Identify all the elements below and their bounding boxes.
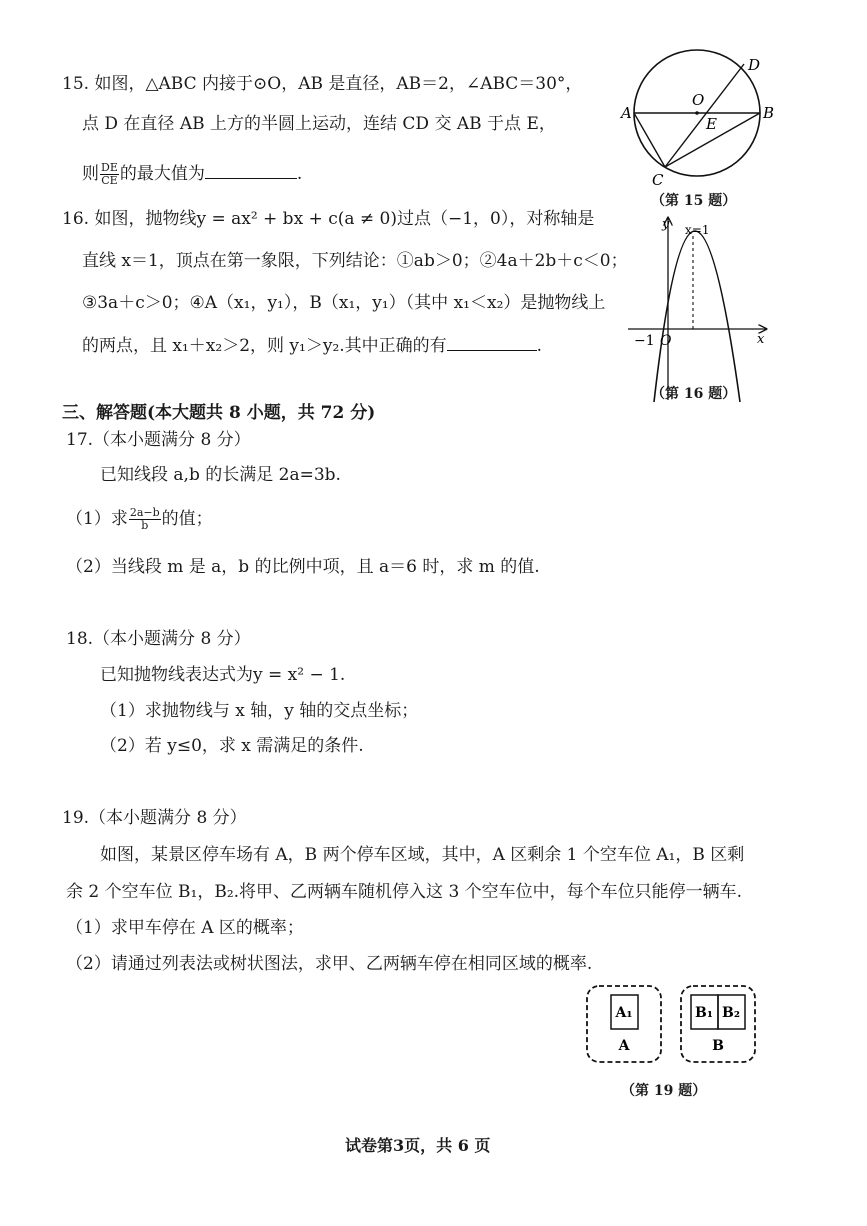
- q15-line-3: [82, 160, 302, 187]
- section-3-title: 三、解答题(本大题共 8 小题，共 72 分): [62, 403, 376, 423]
- q15-caption: （第 15 题）: [651, 193, 737, 209]
- q16-line-3: ③3a＋c＞0；④A（x₁，y₁），B（x₁，y₁）（其中 x₁＜x₂）是抛物线上: [82, 293, 606, 313]
- q18-header: 18.（本小题满分 8 分）: [66, 629, 251, 649]
- q17-fraction: [129, 507, 161, 532]
- q18-part-1: （1）求抛物线与 x 轴，y 轴的交点坐标；: [100, 701, 419, 721]
- q16-label-y: y: [662, 217, 670, 232]
- q15-label-d: D: [748, 56, 761, 74]
- q15-ratio-prefix: 则: [82, 164, 99, 184]
- q15-period: .: [296, 164, 303, 184]
- q15-label-b: B: [763, 104, 775, 122]
- q19-stem-2: 余 2 个空车位 B₁，B₂.将甲、乙两辆车随机停入这 3 个空车位中，每个车位只能停一辆车.: [66, 882, 743, 902]
- q15-circle-figure: [612, 45, 782, 195]
- q17-part-1-suffix: 的值；: [161, 509, 213, 529]
- q15-label-c: C: [652, 171, 664, 189]
- q15-line-2: 点 D 在直径 AB 上方的半圆上运动，连结 CD 交 AB 于点 E，: [82, 114, 556, 134]
- q17-part-2: （2）当线段 m 是 a，b 的比例中项，且 a＝6 时，求 m 的值.: [66, 557, 540, 577]
- q16-label-origin: O: [660, 333, 672, 349]
- q17-fraction-denominator: b: [141, 519, 149, 532]
- q19-slot-a1-label: A₁: [615, 1005, 633, 1021]
- q17-stem: 已知线段 a,b 的长满足 2a=3b.: [100, 465, 341, 485]
- q15-label-a: A: [621, 104, 632, 122]
- q16-answer-blank[interactable]: [447, 332, 537, 351]
- q19-zone-b-label: B: [712, 1038, 724, 1054]
- q15-label-e: E: [706, 115, 717, 133]
- q19-parking-figure: [584, 983, 760, 1065]
- q15-ratio-numerator: DE: [101, 161, 118, 174]
- q15-segment-ac: [634, 113, 665, 167]
- q16-line-4: [82, 332, 542, 358]
- q19-caption: （第 19 题）: [621, 1083, 707, 1099]
- q16-line-4-text: 的两点，且 x₁＋x₂＞2，则 y₁＞y₂.其中正确的有: [82, 336, 447, 356]
- q15-ratio-suffix: 的最大值为: [119, 164, 205, 184]
- q19-part-1: （1）求甲车停在 A 区的概率；: [66, 918, 304, 938]
- q16-parabola-curve: [654, 231, 740, 402]
- q19-slot-b1-label: B₁: [695, 1005, 713, 1021]
- page-footer: 试卷第3页，共 6 页: [345, 1136, 491, 1155]
- q15-label-o: O: [692, 91, 705, 109]
- q19-stem-1: 如图，某景区停车场有 A，B 两个停车区域，其中，A 区剩余 1 个空车位 A₁，B 区剩: [100, 845, 745, 865]
- q17-part-1-prefix: （1）求: [66, 509, 128, 529]
- q16-label-neg1: −1: [634, 333, 655, 349]
- q18-part-2: （2）若 y≤0，求 x 需满足的条件.: [100, 736, 364, 756]
- q19-header: 19.（本小题满分 8 分）: [62, 808, 247, 828]
- q19-zone-a-label: A: [618, 1038, 630, 1054]
- q17-fraction-numerator: 2a−b: [129, 506, 160, 519]
- q16-line-2: 直线 x＝1，顶点在第一象限，下列结论：①ab＞0；②4a＋2b＋c＜0；: [82, 251, 628, 271]
- q15-center-point: [695, 111, 699, 115]
- q18-stem: 已知抛物线表达式为y = x² − 1.: [100, 665, 346, 685]
- q19-part-2: （2）请通过列表法或树状图法，求甲、乙两辆车停在相同区域的概率.: [66, 954, 593, 974]
- q19-slot-b2-label: B₂: [722, 1005, 740, 1021]
- q15-answer-blank[interactable]: [205, 160, 297, 179]
- q15-segment-cd: [665, 64, 744, 167]
- q15-line-1: 15. 如图，△ABC 内接于⊙O，AB 是直径，AB＝2，∠ABC＝30°，: [62, 74, 583, 94]
- q15-ratio-denominator: CE: [101, 174, 118, 187]
- q16-label-x: x: [757, 332, 765, 347]
- q16-parabola-figure: [624, 210, 774, 405]
- q16-label-axis: x=1: [685, 223, 710, 237]
- q16-period: .: [536, 336, 543, 356]
- q17-part-1: [66, 507, 213, 532]
- q16-caption: （第 16 题）: [651, 386, 737, 402]
- q16-line-1: 16. 如图，抛物线y = ax² + bx + c(a ≠ 0)过点（−1，0），对称轴是: [62, 209, 595, 229]
- q17-header: 17.（本小题满分 8 分）: [66, 430, 251, 450]
- q15-ratio-fraction: [100, 162, 119, 187]
